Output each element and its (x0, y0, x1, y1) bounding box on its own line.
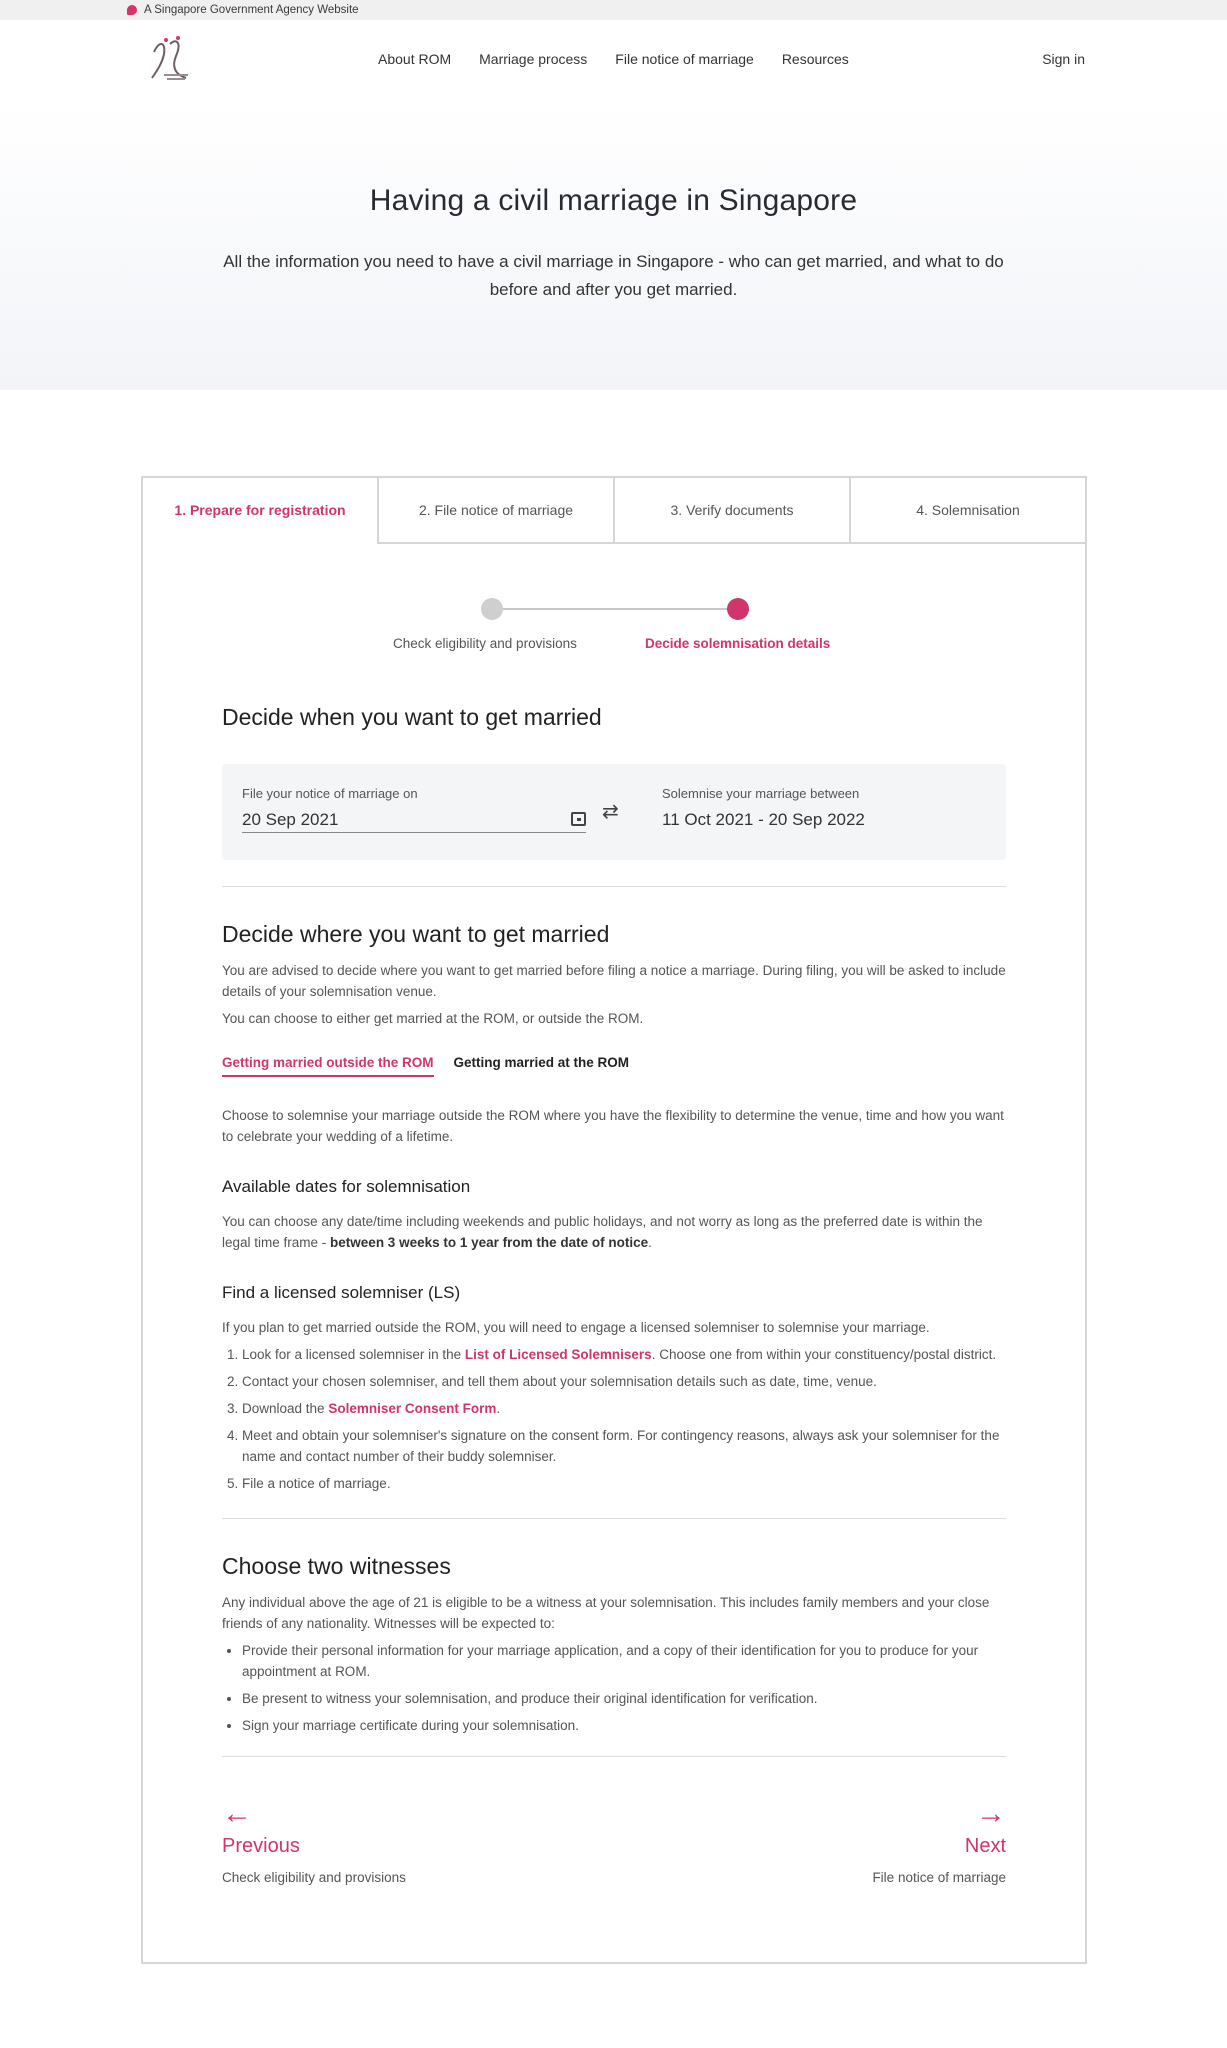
tab-solemnisation[interactable]: 4. Solemnisation (849, 478, 1085, 544)
list-item: • Be present to witness your solemnisation, and produce their original identification for verification. (242, 1688, 1006, 1709)
next-title: Next (964, 1835, 1006, 1857)
witnesses-heading: Choose two witnesses (222, 1553, 451, 1579)
subtab-at-rom[interactable]: Getting married at the ROM (453, 1055, 630, 1070)
next-button[interactable] (872, 1799, 1006, 1885)
list-item: 2. Contact your chosen solemniser, and tell them about your solemnisation details such as date, time, venue. (242, 1371, 1006, 1392)
step3-text: Download the (242, 1401, 329, 1416)
dates-text: You can choose any date/time including weekends and public holidays, and not worry as long as the preferred date is within the legal time frame - between 3 weeks to 1 year from the date of notice. (222, 1214, 983, 1250)
consent-form-link[interactable]: Solemniser Consent Form (328, 1401, 497, 1416)
where-p2: You can choose to either get married at the ROM, or outside the ROM. (222, 1011, 644, 1026)
list-item (242, 1344, 1006, 1365)
previous-button[interactable] (222, 1799, 406, 1885)
previous-subtitle: Check eligibility and provisions (222, 1870, 406, 1885)
rom-logo[interactable] (140, 34, 198, 84)
nav-resources[interactable]: Resources (781, 51, 849, 67)
ls-heading: Find a licensed solemniser (LS) (222, 1283, 461, 1302)
subtab-outside-rom[interactable]: Getting married outside the ROM (222, 1055, 434, 1077)
list-item: 5. File a notice of marriage. (242, 1473, 1006, 1494)
notice-date-label: File your notice of marriage on (242, 786, 418, 801)
dates-heading: Available dates for solemnisation (222, 1177, 471, 1196)
date-box (222, 764, 1006, 860)
nav-about-rom[interactable]: About ROM (378, 51, 452, 67)
sign-in-link[interactable]: Sign in (1042, 51, 1085, 67)
list-item: • Sign your marriage certificate during your solemnisation. (242, 1715, 1006, 1736)
main-content (222, 704, 1006, 1917)
tab-verify-documents[interactable]: 3. Verify documents (613, 478, 849, 544)
step-dot-solemnisation-details[interactable] (727, 598, 749, 620)
divider (222, 886, 1006, 887)
masthead (0, 0, 1227, 20)
step1-text-b: . Choose one from within your constituency/postal district. (651, 1347, 997, 1362)
step-label-eligibility[interactable]: Check eligibility and provisions (393, 636, 577, 651)
solemnise-range-value: 11 Oct 2021 - 20 Sep 2022 (662, 810, 865, 829)
step1-text-a: Look for a licensed solemniser in the (242, 1347, 465, 1362)
nav-file-notice[interactable]: File notice of marriage (615, 51, 754, 67)
notice-date-field[interactable] (242, 786, 586, 833)
previous-title: Previous (222, 1835, 300, 1857)
page-subtitle: All the information you need to have a civil marriage in Singapore - who can get married, and what to do before and after you get married. (223, 252, 1004, 299)
ls-steps (222, 1344, 1006, 1494)
list-item: 4. Meet and obtain your solemniser's signature on the consent form. For contingency reasons, always ask your solemniser for the name and contact number of their buddy solemniser. (242, 1425, 1006, 1467)
lion-head-icon (127, 5, 137, 15)
licensed-solemnisers-link[interactable]: List of Licensed Solemnisers (464, 1347, 652, 1362)
outside-intro: Choose to solemnise your marriage outside the ROM where you have the flexibility to determine the venue, time and how you want to celebrate your wedding of a lifetime. (222, 1108, 1004, 1144)
arrow-right-icon: → (976, 1797, 1006, 1830)
when-heading: Decide when you want to get married (222, 704, 602, 730)
step-dot-eligibility[interactable] (481, 598, 503, 620)
step-label-solemnisation-details[interactable]: Decide solemnisation details (645, 636, 831, 651)
list-item: • Provide their personal information for your marriage application, and a copy of their identification for you to produce for your appointment at ROM. (242, 1640, 1006, 1682)
divider (222, 1518, 1006, 1519)
tab-prepare-registration[interactable]: 1. Prepare for registration (143, 478, 377, 544)
calendar-icon[interactable] (571, 812, 586, 826)
solemnise-range-label: Solemnise your marriage between (662, 786, 860, 801)
sub-stepper (143, 598, 1085, 668)
dates-text-bold: between 3 weeks to 1 year from the date of notice (330, 1235, 649, 1250)
dates-text-main: You can choose any date/time including weekends and public holidays, and not worry as long as the preferred date is within the legal time frame - (222, 1214, 983, 1250)
arrow-left-icon: ← (222, 1797, 252, 1830)
top-nav (0, 20, 1227, 100)
where-p1: You are advised to decide where you want to get married before filing a notice a marriage. During filing, you will be asked to include details of your solemnisation venue. (222, 963, 1006, 999)
tab-file-notice[interactable]: 2. File notice of marriage (377, 478, 613, 544)
process-card (141, 476, 1087, 1964)
page-title: Having a civil marriage in Singapore (369, 184, 858, 217)
pager (222, 1777, 1006, 1917)
notice-date-value[interactable]: 20 Sep 2021 (242, 810, 339, 829)
ls-intro: If you plan to get married outside the ROM, you will need to engage a licensed solemniser to solemnise your marriage. (222, 1320, 930, 1335)
process-tabs (143, 478, 1085, 544)
hero-banner (0, 100, 1227, 390)
witness-duties (222, 1640, 1006, 1736)
list-item: 3. Download the Solemniser Consent Form. (242, 1398, 1006, 1419)
nav-marriage-process[interactable]: Marriage process (479, 51, 588, 67)
solemnise-range (662, 786, 865, 830)
masthead-text: A Singapore Government Agency Website (144, 4, 359, 16)
stepper-line (492, 608, 740, 610)
divider (222, 1756, 1006, 1757)
where-heading: Decide where you want to get married (222, 921, 610, 947)
next-subtitle: File notice of marriage (872, 1870, 1006, 1885)
witnesses-intro: Any individual above the age of 21 is eligible to be a witness at your solemnisation. This includes family members and your close friends of any nationality. Witnesses will be expected to: (222, 1595, 990, 1631)
swap-arrows-icon: ⇄ (602, 801, 619, 823)
venue-subtabs (222, 1055, 1006, 1077)
